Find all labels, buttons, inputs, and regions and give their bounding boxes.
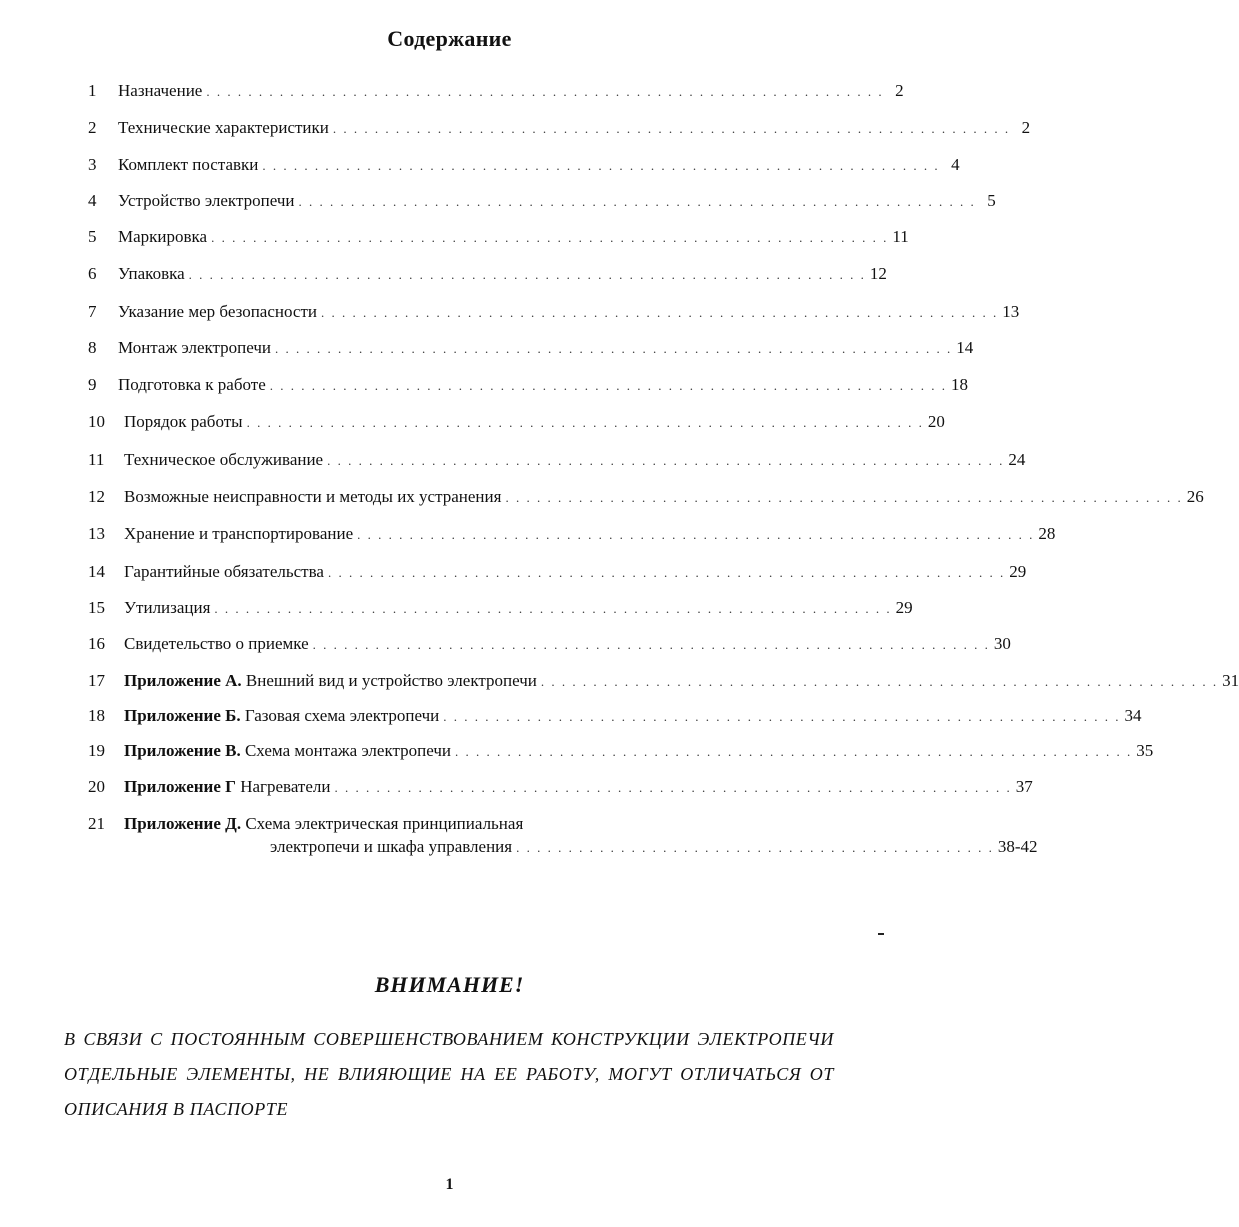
toc-leader: . . . . . . . . . . . . . . . . . . . . . . . . . . . . . . . . . . . . . . . . . . . . . . . . . . . . . . . . . . . . . . . . .: [298, 194, 976, 209]
toc-page: 12: [869, 264, 887, 283]
appendix-label: Приложение Д.: [124, 814, 242, 833]
toc-entry: [88, 524, 1056, 548]
appendix-label: Приложение А.: [124, 671, 242, 690]
toc-entry: [88, 81, 904, 105]
toc-number: 21: [88, 814, 105, 833]
toc-leader: . . . . . . . . . . . . . . . . . . . . . . . . . . . . . . . . . . . . . . . . . . . . . . . . . . . . . . . . . . . . . . . . .: [262, 158, 940, 173]
toc-entry: [88, 302, 1020, 326]
toc-page: 31: [1222, 671, 1239, 690]
toc-text: [124, 671, 537, 691]
toc-entry: [88, 227, 909, 251]
toc-number: 14: [88, 562, 105, 581]
toc-page: 11: [892, 227, 909, 246]
toc-leader: . . . . . . . . . . . . . . . . . . . . . . . . . . . . . . . . . . . . . . . . . . . . . . . . . . . . . . . . . . . . . . . . .: [540, 674, 1219, 689]
toc-text: Упаковка: [118, 264, 185, 283]
toc-text: Возможные неисправности и методы их устранения: [124, 487, 502, 506]
toc-page: 26: [1186, 487, 1204, 506]
toc-entry: [88, 814, 804, 838]
toc-number: 5: [88, 227, 97, 246]
toc-page: 29: [1009, 562, 1027, 581]
toc-text: Маркировка: [118, 227, 208, 246]
toc-leader: . . . . . . . . . . . . . . . . . . . . . . . . . . . . . . . . . . . . . . . . . . . . . . . . . . . . . . . . . . . . . . . . .: [443, 709, 1121, 724]
toc-number: 7: [88, 302, 97, 321]
toc-number: 9: [88, 375, 97, 394]
toc-leader: . . . . . . . . . . . . . . . . . . . . . . . . . . . . . . . . . . . . . . . . . . . . . . . . . . . . . . . . . . . . . . . . .: [206, 84, 884, 99]
toc-page: 20: [927, 412, 945, 431]
toc-text: Свидетельство о приемке: [124, 634, 309, 653]
page-number: 1: [445, 1176, 454, 1193]
toc-page: 34: [1124, 706, 1142, 725]
toc-number: 11: [88, 450, 105, 469]
toc-page: 35: [1136, 741, 1154, 760]
toc-page: 18: [951, 375, 968, 394]
toc-entry: [88, 741, 1154, 765]
toc-leader: . . . . . . . . . . . . . . . . . . . . . . . . . . . . . . . . . . . . . . . . . . . . . . . . . . . . . . . . . . . . . . . . .: [455, 744, 1133, 759]
toc-number: 8: [88, 338, 97, 357]
toc-page: 5: [987, 191, 996, 210]
appendix-title: Схема электрическая принципиальная: [245, 814, 524, 833]
toc-page: 24: [1008, 450, 1026, 469]
toc-leader: . . . . . . . . . . . . . . . . . . . . . . . . . . . . . . . . . . . . . . . . . . . . . . . . . . . . . . . . . . . . . . . . .: [211, 230, 889, 245]
toc-entry: [88, 706, 1142, 730]
toc-entry-continuation: [270, 837, 1038, 861]
toc-number: 19: [88, 741, 105, 760]
toc-leader: . . . . . . . . . . . . . . . . . . . . . . . . . . . . . . . . . . . . . . . . . . . . . . . . . . . . . . . . . . . . . . . . .: [505, 490, 1183, 505]
toc-number: 2: [88, 118, 97, 137]
toc-page: 4: [951, 155, 960, 174]
toc-entry: [88, 338, 974, 362]
toc-page: 38-42: [997, 837, 1038, 856]
toc-text: Технические характеристики: [118, 118, 329, 137]
toc-entry: [88, 412, 945, 436]
toc-number: 20: [88, 777, 105, 796]
toc-text: Подготовка к работе: [118, 375, 266, 394]
appendix-label: Приложение В.: [124, 741, 241, 760]
toc-entry: [88, 777, 1033, 801]
toc-leader: . . . . . . . . . . . . . . . . . . . . . . . . . . . . . . . . . . . . . . . . . . . . . . . . . . . . . . . . . . . . . . . . .: [320, 305, 999, 320]
toc-leader: . . . . . . . . . . . . . . . . . . . . . . . . . . . . . . . . . . . . . . . . . . . . . . . . . . . . . . . . . . . . . . . . .: [334, 780, 1012, 795]
toc-number: 6: [88, 264, 97, 283]
toc-page: 29: [895, 598, 913, 617]
toc-leader: . . . . . . . . . . . . . . . . . . . . . . . . . . . . . . . . . . . . . . . . . . . . . . . . . . . . . . . . . . . . . . . . .: [246, 415, 924, 430]
appendix-label: Приложение Г: [124, 777, 236, 796]
toc-leader: . . . . . . . . . . . . . . . . . . . . . . . . . . . . . . . . . . . . . . . . . . . . . . . . . . . . . . . . . . . . . . . . .: [188, 267, 866, 282]
toc-text: [124, 741, 451, 761]
toc-entry: [88, 264, 887, 288]
toc-page: 37: [1015, 777, 1033, 796]
toc-page: 13: [1002, 302, 1020, 321]
toc-page: 2: [895, 81, 904, 100]
toc-text: Комплект поставки: [118, 155, 259, 174]
toc-number: 3: [88, 155, 97, 174]
toc-number: 12: [88, 487, 105, 506]
toc-text: [124, 814, 523, 834]
toc-entry: [88, 450, 1026, 474]
toc-leader: . . . . . . . . . . . . . . . . . . . . . . . . . . . . . . . . . . . . . . . . . . . . . . . . . . . . . . . . . . . . . . . . .: [214, 601, 892, 616]
toc-text: Порядок работы: [124, 412, 243, 431]
notice-title: ВНИМАНИЕ!: [374, 972, 525, 997]
toc-number: 15: [88, 598, 105, 617]
toc-entry: [88, 487, 1204, 511]
notice-text: В СВЯЗИ С ПОСТОЯННЫМ СОВЕРШЕНСТВОВАНИЕМ КОНСТРУКЦИИ ЭЛЕКТРОПЕЧИ ОТДЕЛЬНЫЕ ЭЛЕМЕНТЫ, НЕ ВЛИЯЮЩИЕ НА ЕЕ РАБОТУ, МОГУТ ОТЛИЧАТЬСЯ ОТ ОПИСАНИЯ В ПАСПОРТЕ: [64, 1029, 834, 1119]
toc-leader: . . . . . . . . . . . . . . . . . . . . . . . . . . . . . . . . . . . . . . . . . . . . . . . . . . . . . . . . . . . . . . . . .: [312, 637, 990, 652]
toc-entry: [88, 191, 996, 215]
toc-text: [124, 706, 439, 726]
toc-text: Монтаж электропечи: [118, 338, 272, 357]
toc-leader: . . . . . . . . . . . . . . . . . . . . . . . . . . . . . . . . . . . . . . . . . . . . . . . . . . . . . . . . . . . . . . . . .: [275, 341, 953, 356]
appendix-title: Схема монтажа электропечи: [244, 741, 452, 760]
toc-page: 2: [1021, 118, 1031, 137]
toc-leader: . . . . . . . . . . . . . . . . . . . . . . . . . . . . . . . . . . . . . . . . . . . . . . . . . . . . . . . . . . . . . . . . .: [357, 527, 1035, 542]
toc-entry: [88, 634, 1011, 658]
toc-number: 4: [88, 191, 97, 210]
toc-entry: [88, 562, 1027, 586]
toc-text: Назначение: [118, 81, 203, 100]
toc-leader: . . . . . . . . . . . . . . . . . . . . . . . . . . . . . . . . . . . . . . . . . . . . . . . . . . . . . . . . . . . . . . . . .: [332, 121, 1011, 136]
toc-text: Устройство электропечи: [118, 191, 295, 210]
toc-entry: [88, 671, 1239, 695]
toc-leader: . . . . . . . . . . . . . . . . . . . . . . . . . . . . . . . . . . . . . . . . . . . . . . . . . . . . . . . . . . . . . . . . .: [327, 565, 1006, 580]
toc-number: 18: [88, 706, 105, 725]
toc-entry: [88, 375, 968, 399]
toc-text: Утилизация: [124, 598, 211, 617]
appendix-title: Газовая схема электропечи: [244, 706, 440, 725]
toc-text: Хранение и транспортирование: [124, 524, 354, 543]
toc-text: [124, 777, 331, 797]
toc-entry: [88, 118, 1031, 142]
toc-number: 16: [88, 634, 105, 653]
toc-number: 17: [88, 671, 105, 690]
toc-number: 13: [88, 524, 105, 543]
toc-number: 10: [88, 412, 105, 431]
toc-leader: . . . . . . . . . . . . . . . . . . . . . . . . . . . . . . . . . . . . . . . . . . . . . . . . . . . . . . . . . . . . . . . . .: [327, 453, 1005, 468]
toc-page: 30: [993, 634, 1011, 653]
toc-leader: . . . . . . . . . . . . . . . . . . . . . . . . . . . . . . . . . . . . . . . . . . . . . .: [516, 840, 994, 855]
appendix-label: Приложение Б.: [124, 706, 241, 725]
toc-text: Техническое обслуживание: [124, 450, 324, 469]
toc-number: 1: [88, 81, 97, 100]
toc-entry: [88, 598, 913, 622]
toc-text: Гарантийные обязательства: [124, 562, 324, 581]
toc-entry: [88, 155, 960, 179]
toc-text: электропечи и шкафа управления: [270, 837, 513, 856]
toc-page: 28: [1038, 524, 1056, 543]
toc-leader: . . . . . . . . . . . . . . . . . . . . . . . . . . . . . . . . . . . . . . . . . . . . . . . . . . . . . . . . . . . . . . . . .: [269, 378, 947, 393]
page-title: Содержание: [387, 26, 512, 51]
appendix-title: Нагреватели: [240, 777, 331, 796]
scan-mark: [878, 933, 884, 935]
toc-text: Указание мер безопасности: [118, 302, 317, 321]
appendix-title: Внешний вид и устройство электропечи: [245, 671, 537, 690]
toc-page: 14: [956, 338, 974, 357]
